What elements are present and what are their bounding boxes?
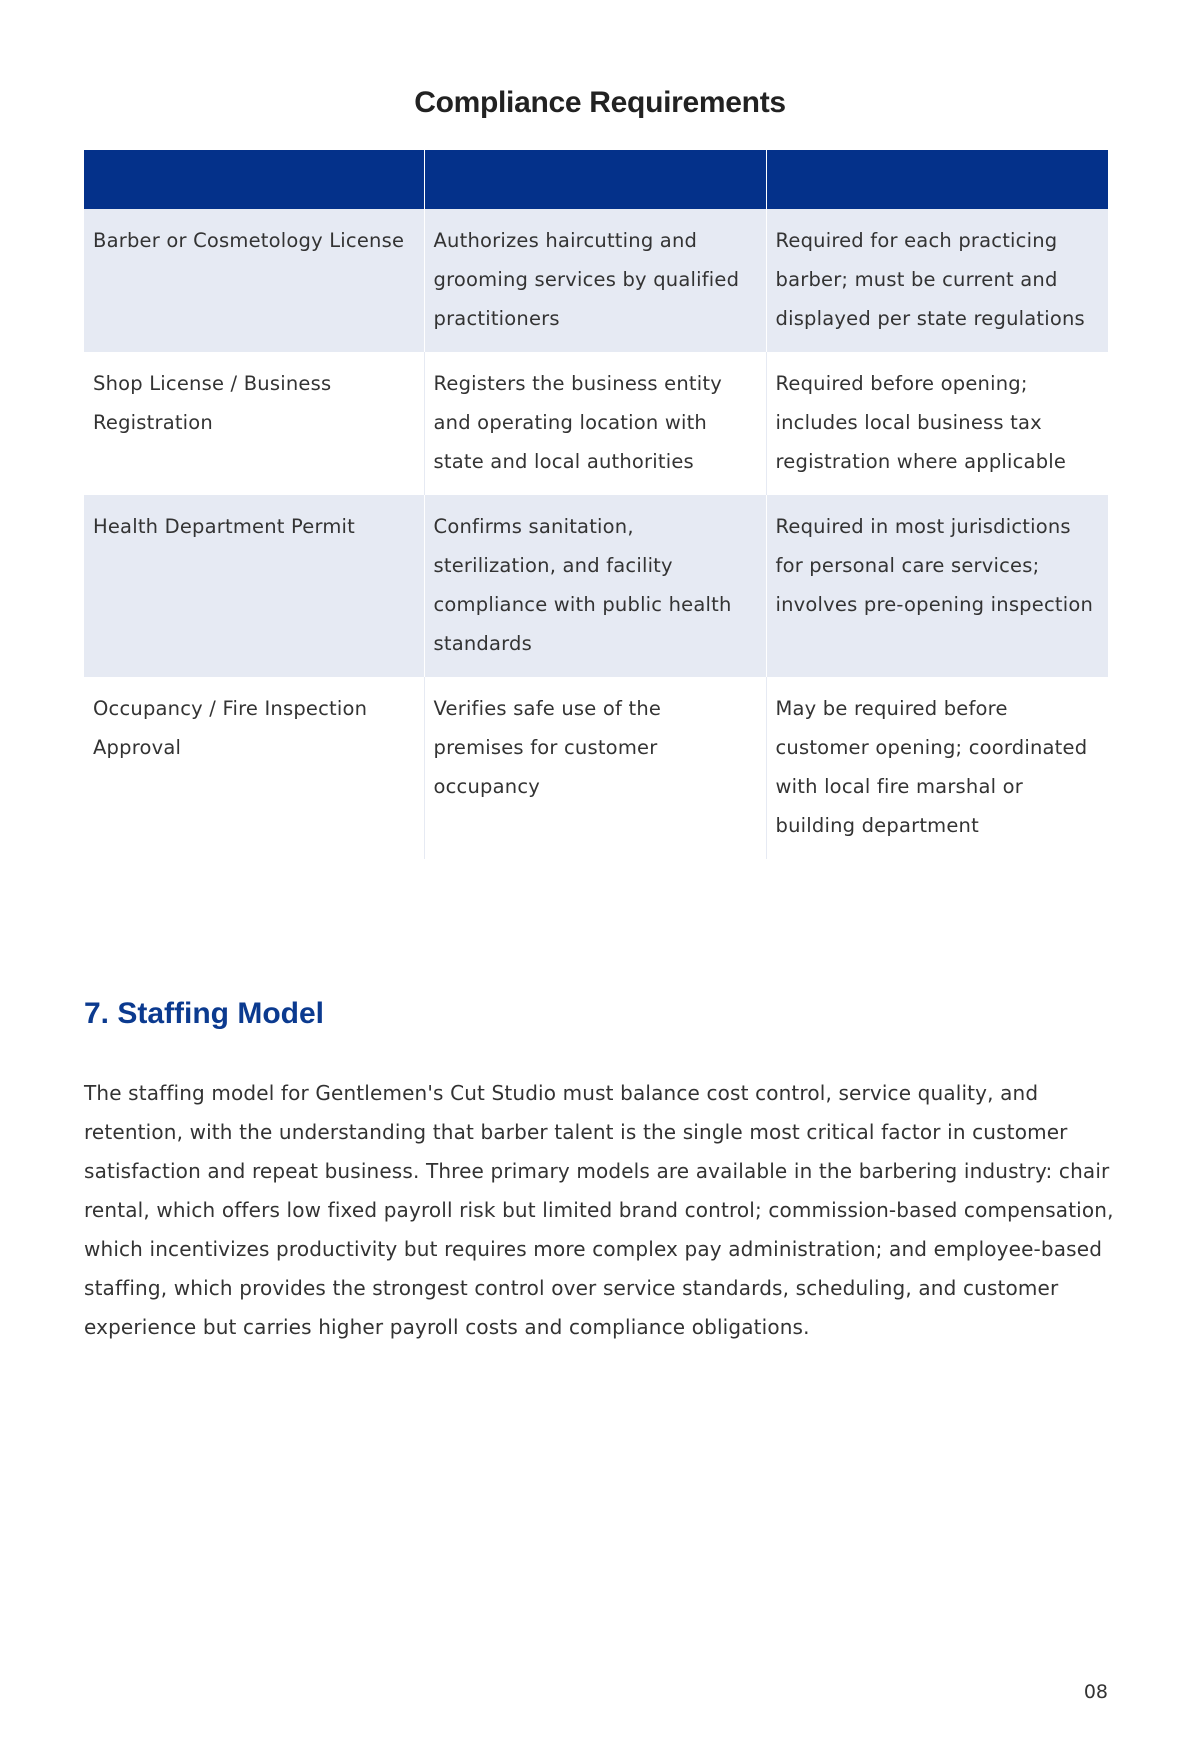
table-row xyxy=(84,677,1108,859)
table-row xyxy=(84,209,1108,352)
compliance-requirements-table xyxy=(84,150,1108,859)
purpose-cell: Authorizes haircutting and grooming services by qualified practitioners xyxy=(424,209,766,352)
section-heading: 7. Staffing Model xyxy=(84,997,324,1030)
notes-cell: Required before opening; includes local business tax registration where applicable xyxy=(766,352,1108,495)
notes-cell: Required for each practicing barber; must be current and displayed per state regulations xyxy=(766,209,1108,352)
purpose-cell: Confirms sanitation, sterilization, and facility compliance with public health standards xyxy=(424,495,766,677)
purpose-cell: Registers the business entity and operating location with state and local authorities xyxy=(424,352,766,495)
table-row xyxy=(84,495,1108,677)
table-header-cell xyxy=(84,150,424,209)
table-header-cell xyxy=(766,150,1108,209)
section-body-paragraph: The staffing model for Gentlemen's Cut Studio must balance cost control, service quality, and retention, with the understanding that barber talent is the single most critical factor in customer satisfaction and repeat business. Three primary models are available in the barbering industry: chair rental, which offers low fixed payroll risk but limited brand control; commission-based compensation, which incentivizes productivity but requires more complex pay administration; and employee-based staffing, which provides the strongest control over service standards, scheduling, and customer experience but carries higher payroll costs and compliance obligations. xyxy=(84,1081,1114,1339)
table-row xyxy=(84,352,1108,495)
notes-cell: May be required before customer opening; coordinated with local fire marshal or building department xyxy=(766,677,1108,859)
requirement-cell: Occupancy / Fire Inspection Approval xyxy=(84,677,424,859)
requirement-cell: Health Department Permit xyxy=(84,495,424,677)
requirement-cell: Barber or Cosmetology License xyxy=(84,209,424,352)
table-header-row xyxy=(84,150,1108,209)
notes-cell: Required in most jurisdictions for personal care services; involves pre-opening inspection xyxy=(766,495,1108,677)
purpose-cell: Verifies safe use of the premises for customer occupancy xyxy=(424,677,766,859)
table-header-cell xyxy=(424,150,766,209)
page-title: Compliance Requirements xyxy=(414,86,786,119)
page-number: 08 xyxy=(1083,1681,1108,1703)
requirement-cell: Shop License / Business Registration xyxy=(84,352,424,495)
